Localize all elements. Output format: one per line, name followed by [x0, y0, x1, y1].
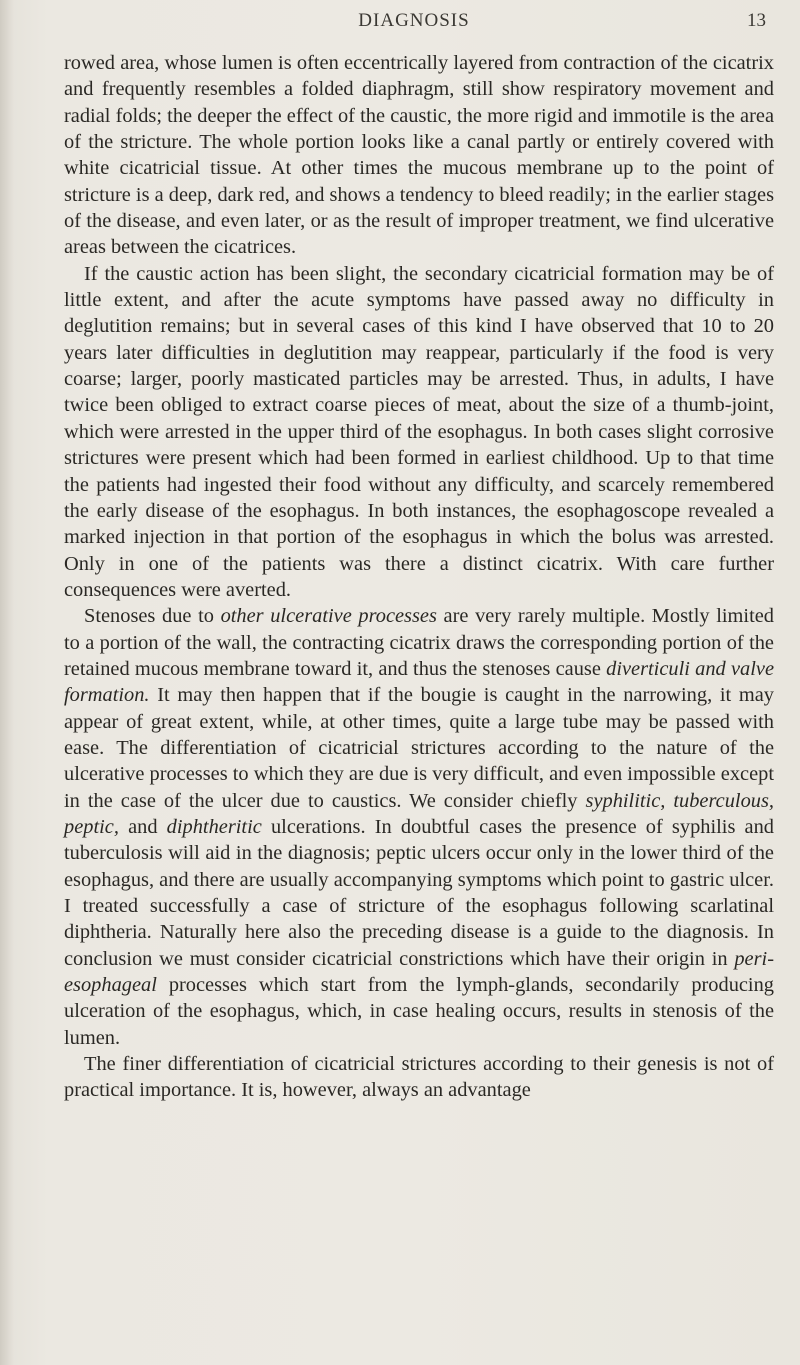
- text-run: are very rarely multiple. Mostly limited to a portion of the wall, the contracting cicatrix draws the corresponding portion of the retained mucous membrane toward it, and thus the stenoses cause: [64, 605, 774, 680]
- paragraph-3: [64, 603, 774, 1051]
- paragraph-4: [64, 1051, 774, 1104]
- page-header: [0, 6, 800, 36]
- italic-text-run: diphtheritic: [166, 815, 262, 838]
- italic-text-run: syphilitic, tuberculous, peptic,: [64, 789, 774, 838]
- text-run: ulcerations. In doubtful cases the presence of syphilis and tuberculosis will aid in the diagnosis; peptic ulcers occur only in the lower third of the esophagus, and there are usually accompanying symptoms which point to gastric ulcer. I treated successfully a case of stricture of the esophagus following scarlatinal diphtheria. Naturally here also the preceding disease is a guide to the diagnosis. In conclusion we must consider cicatricial constrictions which have their origin in: [64, 815, 774, 970]
- text-run: rowed area, whose lumen is often eccentrically layered from contraction of the cicatrix and frequently resembles a folded diaphragm, still show respiratory movement and radial folds; the deeper the effect of the caustic, the more rigid and immotile is the area of the stricture. The whole portion looks like a canal partly or entirely covered with white cicatricial tissue. At other times the mucous membrane up to the point of stricture is a deep, dark red, and shows a tendency to bleed readily; in the earlier stages of the disease, and even later, or as the result of improper treatment, we find ulcerative areas between the cicatrices.: [64, 52, 775, 259]
- text-run: processes which start from the lymph-glands, secondarily producing ulceration of the esophagus, which, in case healing occurs, results in stenosis of the lumen.: [64, 974, 774, 1049]
- text-run: Stenoses due to: [84, 605, 221, 628]
- paragraph-1: [64, 50, 774, 261]
- italic-text-run: other ulcerative processes: [220, 605, 437, 628]
- italic-text-run: peri-esophageal: [64, 947, 774, 997]
- page-gutter-shadow: [0, 0, 14, 1365]
- italic-text-run: diverticuli and valve formation.: [64, 657, 774, 707]
- paragraph-2: [64, 261, 774, 603]
- running-title: DIAGNOSIS: [358, 10, 470, 31]
- text-run: and: [118, 815, 167, 838]
- body-text: [64, 50, 774, 1104]
- text-run: If the caustic action has been slight, the secondary cicatricial formation may be of little extent, and after the acute symptoms have passed away no difficulty in deglutition remains; but in several cases of this kind I have observed that 10 to 20 years later difficulties in deglutition may reappear, particularly if the food is very coarse; larger, poorly masticated particles may be arrested. Thus, in adults, I have twice been obliged to extract coarse pieces of meat, about the size of a thumb-joint, which were arrested in the upper third of the esophagus. In both cases slight corrosive strictures were present which had been formed in earliest childhood. Up to that time the patients had ingested their food without any difficulty, and scarcely remembered the early disease of the esophagus. In both instances, the esophagoscope revealed a marked injection in that portion of the esophagus in which the bolus was arrested. Only in one of the patients was there a distinct cicatrix. With care further consequences were averted.: [64, 262, 774, 601]
- text-run: It may then happen that if the bougie is caught in the narrowing, it may appear of great extent, while, at other times, quite a large tube may be passed with ease. The differentiation of cicatricial strictures according to the nature of the ulcerative processes to which they are due is very difficult, and even impossible except in the case of the ulcer due to caustics. We consider chiefly: [64, 684, 774, 812]
- text-run: The finer differentiation of cicatricial strictures according to their genesis is not of practical importance. It is, however, always an advantage: [64, 1053, 774, 1102]
- page-number: 13: [747, 10, 766, 31]
